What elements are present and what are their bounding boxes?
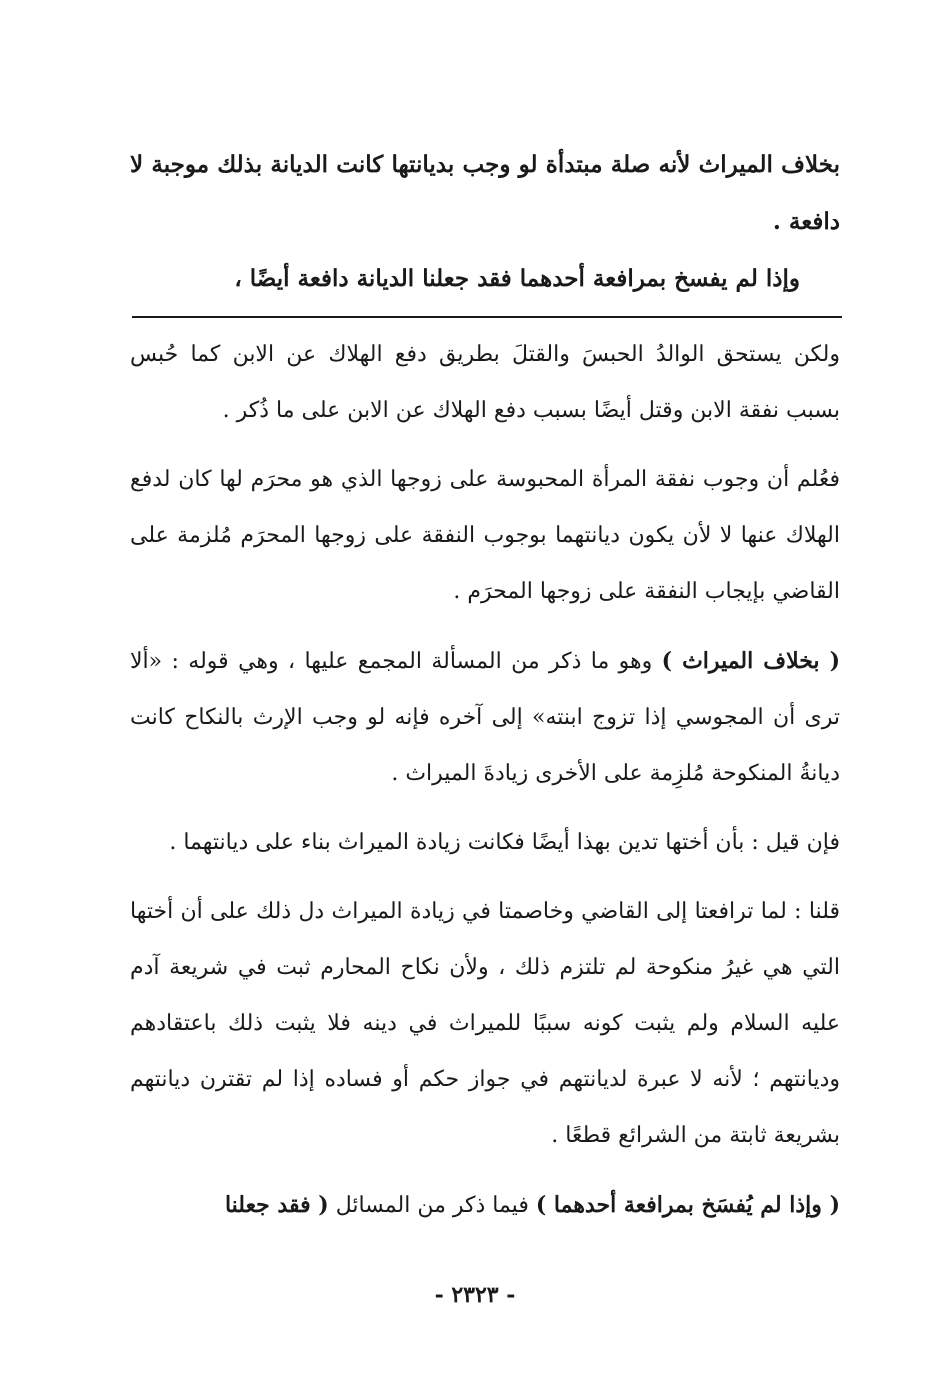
commentary-paragraph-2: فعُلم أن وجوب نفقة المرأة المحبوسة على زوجها الذي هو محرَم لها كان لدفع الهلاك عنها لا لأن يكون ديانتهما بوجوب النفقة على زوجها المحرَم مُلزمة على القاضي بإيجاب النفقة على زوجها المحرَم .	[130, 467, 840, 604]
commentary-paragraph-1: ولكن يستحق الوالدُ الحبسَ والقتلَ بطريق دفع الهلاك عن الابن كما حُبس بسبب نفقة الابن وقتل أيضًا بسبب دفع الهلاك عن الابن على ما ذُكر .	[130, 342, 840, 423]
commentary-paragraph-6	[130, 1177, 840, 1234]
quoted-phrase: ( بخلاف الميراث )	[661, 648, 841, 674]
quoted-phrase: ( وإذا لم يُفسَخ بمرافعة أحدهما )	[535, 1192, 840, 1218]
main-text-block	[130, 136, 840, 307]
footnote-divider	[132, 316, 842, 318]
page-number: - ٢٣٢٣ -	[434, 1282, 516, 1308]
commentary-paragraph-4: فإن قيل : بأن أختها تدين بهذا أيضًا فكانت زيادة الميراث بناء على ديانتهما .	[169, 830, 840, 855]
quoted-phrase: ( فقد جعلنا	[224, 1192, 329, 1218]
main-text-paragraph-2: وإذا لم يفسخ بمرافعة أحدهما فقد جعلنا الديانة دافعة أيضًا ،	[234, 265, 800, 292]
commentary-text: وهو ما ذكر من المسألة المجمع عليها ، وهي قوله : «ألا ترى أن المجوسي إذا تزوج ابنته» إلى آخره فإنه لو وجب الإرث بالنكاح كانت ديانةُ المنكوحة مُلزِمة على الأخرى زيادةَ الميراث .	[130, 649, 840, 786]
commentary-block	[130, 327, 840, 1247]
commentary-paragraph-5: قلنا : لما ترافعتا إلى القاضي وخاصمتا في زيادة الميراث دل ذلك على أن أختها التي هي غيرُ منكوحة لم تلتزم ذلك ، ولأن نكاح المحارم ثبت في شريعة آدم عليه السلام ولم يثبت كونه سببًا للميراث في دينه فلا يثبت ذلك باعتقادهم وديانتهم ؛ لأنه لا عبرة لديانتهم في جواز حكم أو فساده إذا لم تقترن ديانتهم بشريعة ثابتة من الشرائع قطعًا .	[130, 899, 840, 1148]
main-text-paragraph-1: بخلاف الميراث لأنه صلة مبتدأة لو وجب بديانتها كانت الديانة بذلك موجبة لا دافعة .	[130, 151, 840, 235]
commentary-text: فيما ذكر من المسائل	[328, 1193, 536, 1218]
commentary-paragraph-3	[130, 633, 840, 802]
